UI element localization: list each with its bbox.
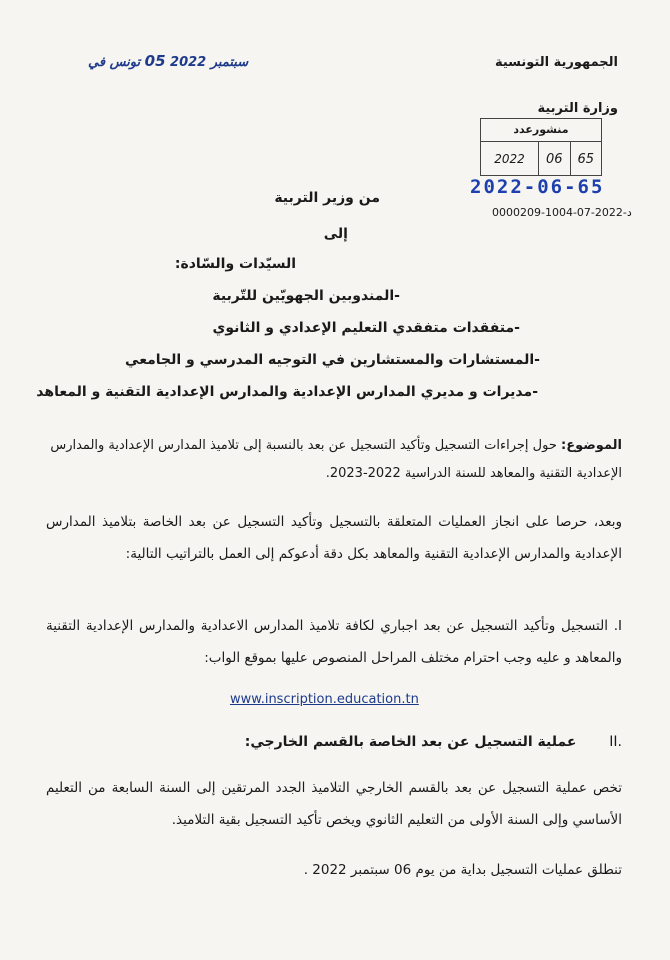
recipient-1: -المندوبين الجهويّين للتّربية bbox=[212, 288, 400, 304]
handwritten-month-year: سبتمبر 2022 bbox=[170, 55, 249, 70]
reference-code: 0000209-1004-07-2022-د bbox=[492, 206, 632, 219]
subject bbox=[46, 432, 622, 488]
recipient-2: -متفقدات متفقدي التعليم الإعدادي و الثانوي bbox=[212, 320, 520, 336]
handwritten-place: تونس في bbox=[88, 55, 141, 70]
registration-url[interactable]: www.inscription.education.tn bbox=[230, 692, 419, 707]
stamped-number: 2022-06-65 bbox=[470, 176, 605, 198]
republic-name: الجمهورية التونسية bbox=[494, 55, 618, 70]
circular-month: 06 bbox=[539, 142, 570, 176]
section-2-title: عملية التسجيل عن بعد الخاصة بالقسم الخارجي: bbox=[244, 734, 577, 750]
circular-number: 65 bbox=[577, 151, 595, 167]
section-2-number: .II bbox=[609, 734, 622, 750]
subject-key: الموضوع: bbox=[561, 438, 622, 453]
start-date-paragraph: تنطلق عمليات التسجيل بداية من يوم 06 سبتمبر 2022 . bbox=[303, 862, 622, 878]
circular-year: 2022 bbox=[481, 142, 539, 176]
subject-text: حول إجراءات التسجيل وتأكيد التسجيل عن بعد بالنسبة إلى تلاميذ المدارس الإعدادية والمدارس الإعدادية التقنية والمعاهد للسنة الدراسية 2022-2023. bbox=[50, 438, 622, 481]
item-1-paragraph: I. التسجيل وتأكيد التسجيل عن بعد اجباري لكافة تلاميذ المدارس الاعدادية والمدارس الإعدادية التقنية والمعاهد و عليه وجب احترام مختلف المراحل المنصوص عليها بموقع الواب: bbox=[46, 618, 622, 666]
handwritten-day: 05 bbox=[144, 52, 166, 70]
salutation: السيّدات والسّادة: bbox=[174, 256, 296, 272]
handwritten-date bbox=[88, 52, 248, 70]
sender: من وزير التربية bbox=[274, 190, 380, 206]
recipient-3: -المستشارات والمستشارين في التوجيه المدرسي و الجامعي bbox=[125, 352, 540, 368]
to-label: إلى bbox=[323, 226, 348, 242]
section-2-heading bbox=[245, 734, 622, 750]
section-2-paragraph: تخص عملية التسجيل عن بعد بالقسم الخارجي التلاميذ الجدد المرتقين إلى السنة السابعة من التعليم الأساسي وإلى السنة الأولى من التعليم الثانوي ويخص تأكيد التسجيل بقية التلاميذ. bbox=[46, 780, 622, 828]
ministry-name: وزارة التربية bbox=[537, 101, 618, 116]
circular-number-box bbox=[480, 118, 602, 176]
recipient-4: -مديرات و مديري المدارس الإعدادية والمدارس الإعدادية التقنية و المعاهد bbox=[36, 384, 538, 400]
circular-label: منشورعدد bbox=[481, 119, 601, 142]
intro-paragraph: وبعد، حرصا على انجاز العمليات المتعلقة بالتسجيل وتأكيد التسجيل عن بعد الخاصة بتلاميذ المدارس الإعدادية والمدارس الإعدادية التقنية والمعاهد بكل دقة أدعوكم إلى العمل بالتراتيب التالية: bbox=[46, 514, 622, 562]
